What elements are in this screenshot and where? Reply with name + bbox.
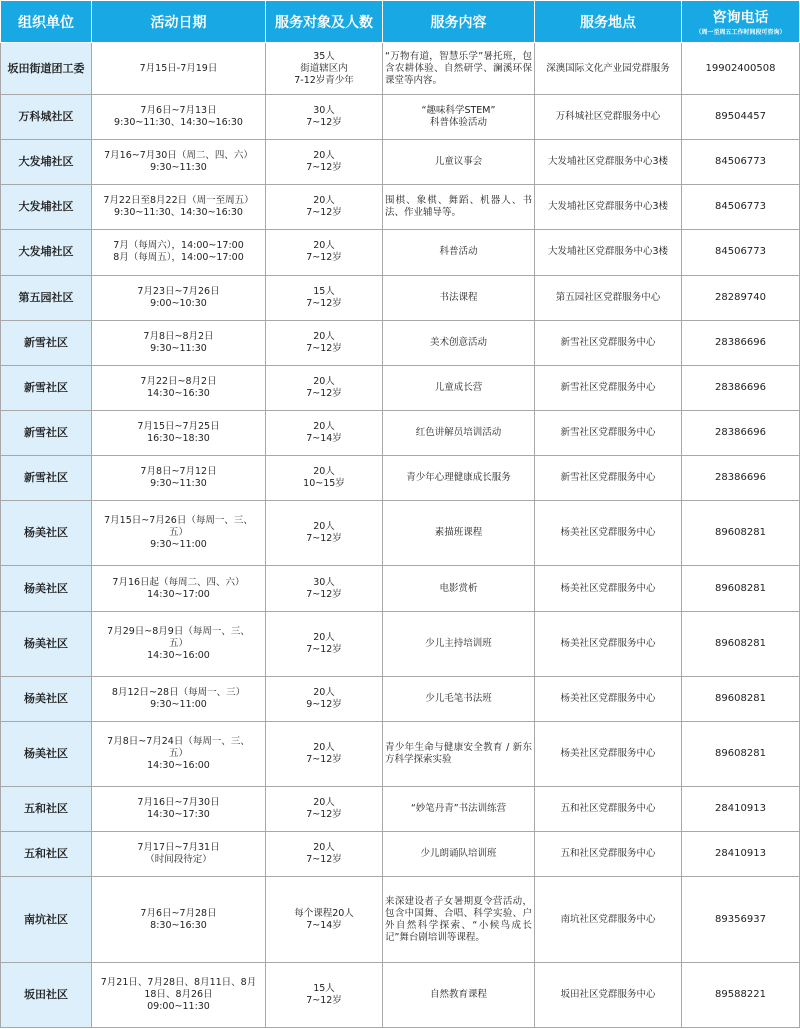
content-cell: “妙笔丹青”书法训练营 xyxy=(383,787,535,832)
phone-cell: 89356937 xyxy=(682,877,800,962)
phone-cell: 28410913 xyxy=(682,832,800,877)
target-cell: 20人 7~14岁 xyxy=(266,410,383,455)
table-row xyxy=(1,721,800,786)
phone-cell: 28386696 xyxy=(682,365,800,410)
date-cell: 7月15日~7月26日（每周一、三、 五） 9:30~11:00 xyxy=(92,501,266,566)
date-cell: 7月15日-7月19日 xyxy=(92,43,266,95)
org-cell: 新雪社区 xyxy=(1,410,92,455)
org-cell: 大发埔社区 xyxy=(1,140,92,185)
table-row xyxy=(1,962,800,1027)
org-cell: 杨美社区 xyxy=(1,721,92,786)
location-cell: 大发埔社区党群服务中心3楼 xyxy=(535,230,682,275)
org-cell: 五和社区 xyxy=(1,832,92,877)
target-cell: 20人 7~12岁 xyxy=(266,721,383,786)
phone-cell: 84506773 xyxy=(682,185,800,230)
date-cell: 7月8日~7月24日（每周一、三、 五） 14:30~16:00 xyxy=(92,721,266,786)
content-cell: 少儿朗诵队培训班 xyxy=(383,832,535,877)
target-cell: 30人 7~12岁 xyxy=(266,95,383,140)
table-header-row xyxy=(1,1,800,43)
content-cell: 科普活动 xyxy=(383,230,535,275)
target-cell: 15人 7~12岁 xyxy=(266,275,383,320)
target-cell: 20人 7~12岁 xyxy=(266,787,383,832)
table-body xyxy=(1,43,800,1028)
table-row xyxy=(1,787,800,832)
org-cell: 南坑社区 xyxy=(1,877,92,962)
target-cell: 20人 7~12岁 xyxy=(266,140,383,185)
phone-cell: 89608281 xyxy=(682,721,800,786)
org-cell: 新雪社区 xyxy=(1,320,92,365)
target-cell: 每个课程20人 7~14岁 xyxy=(266,877,383,962)
date-cell: 7月8日~8月2日 9:30~11:30 xyxy=(92,320,266,365)
target-cell: 20人 7~12岁 xyxy=(266,501,383,566)
table-row xyxy=(1,320,800,365)
org-cell: 杨美社区 xyxy=(1,566,92,611)
org-cell: 五和社区 xyxy=(1,787,92,832)
phone-cell: 89608281 xyxy=(682,501,800,566)
date-cell: 7月22日至8月22日（周一至周五） 9:30~11:30、14:30~16:30 xyxy=(92,185,266,230)
phone-cell: 89608281 xyxy=(682,566,800,611)
location-cell: 杨美社区党群服务中心 xyxy=(535,611,682,676)
location-cell: 坂田社区党群服务中心 xyxy=(535,962,682,1027)
table-row xyxy=(1,501,800,566)
content-cell: 青少年心理健康成长服务 xyxy=(383,456,535,501)
content-cell: 来深建设者子女暑期夏令营活动，包含中国舞、合唱、科学实验、户外自然科学探索、“小候鸟成长记”舞台剧培训等课程。 xyxy=(383,877,535,962)
target-cell: 20人 7~12岁 xyxy=(266,365,383,410)
org-cell: 坂田街道团工委 xyxy=(1,43,92,95)
org-cell: 大发埔社区 xyxy=(1,185,92,230)
table-row xyxy=(1,365,800,410)
date-cell: 7月22日~8月2日 14:30~16:30 xyxy=(92,365,266,410)
location-cell: 新雪社区党群服务中心 xyxy=(535,320,682,365)
content-cell: 青少年生命与健康安全教育 / 新东方科学探索实验 xyxy=(383,721,535,786)
table-row xyxy=(1,566,800,611)
location-cell: 新雪社区党群服务中心 xyxy=(535,410,682,455)
table-row xyxy=(1,95,800,140)
header-org: 组织单位 xyxy=(1,1,92,43)
location-cell: 杨美社区党群服务中心 xyxy=(535,721,682,786)
phone-cell: 28386696 xyxy=(682,456,800,501)
location-cell: 杨美社区党群服务中心 xyxy=(535,501,682,566)
content-cell: 少儿毛笔书法班 xyxy=(383,676,535,721)
phone-cell: 28386696 xyxy=(682,320,800,365)
phone-cell: 28410913 xyxy=(682,787,800,832)
phone-cell: 89588221 xyxy=(682,962,800,1027)
date-cell: 7月（每周六），14:00~17:00 8月（每周五），14:00~17:00 xyxy=(92,230,266,275)
date-cell: 7月29日~8月9日（每周一、三、 五） 14:30~16:00 xyxy=(92,611,266,676)
org-cell: 第五园社区 xyxy=(1,275,92,320)
phone-cell: 28386696 xyxy=(682,410,800,455)
header-date: 活动日期 xyxy=(92,1,266,43)
location-cell: 深澳国际文化产业园党群服务 xyxy=(535,43,682,95)
org-cell: 杨美社区 xyxy=(1,501,92,566)
table-row xyxy=(1,43,800,95)
date-cell: 8月12日~28日（每周一、三） 9:30~11:00 xyxy=(92,676,266,721)
org-cell: 坂田社区 xyxy=(1,962,92,1027)
date-cell: 7月6日~7月13日 9:30~11:30、14:30~16:30 xyxy=(92,95,266,140)
target-cell: 20人 10~15岁 xyxy=(266,456,383,501)
content-cell: “万物有道，智慧乐学”暑托班，包含农耕体验、自然研学、澜溪环保课堂等内容。 xyxy=(383,43,535,95)
location-cell: 五和社区党群服务中心 xyxy=(535,787,682,832)
content-cell: 少儿主持培训班 xyxy=(383,611,535,676)
content-cell: 书法课程 xyxy=(383,275,535,320)
content-cell: “趣味科学STEM” 科普体验活动 xyxy=(383,95,535,140)
location-cell: 新雪社区党群服务中心 xyxy=(535,365,682,410)
header-target: 服务对象及人数 xyxy=(266,1,383,43)
header-content: 服务内容 xyxy=(383,1,535,43)
org-cell: 新雪社区 xyxy=(1,365,92,410)
phone-cell: 89608281 xyxy=(682,611,800,676)
phone-cell: 28289740 xyxy=(682,275,800,320)
location-cell: 大发埔社区党群服务中心3楼 xyxy=(535,140,682,185)
location-cell: 五和社区党群服务中心 xyxy=(535,832,682,877)
content-cell: 儿童成长营 xyxy=(383,365,535,410)
phone-cell: 19902400508 xyxy=(682,43,800,95)
table-row xyxy=(1,611,800,676)
header-location: 服务地点 xyxy=(535,1,682,43)
location-cell: 杨美社区党群服务中心 xyxy=(535,566,682,611)
table-row xyxy=(1,456,800,501)
date-cell: 7月17日~7月31日 （时间段待定） xyxy=(92,832,266,877)
table-row xyxy=(1,185,800,230)
location-cell: 南坑社区党群服务中心 xyxy=(535,877,682,962)
header-phone xyxy=(682,1,800,43)
header-phone-label: 咨询电话 xyxy=(712,9,769,26)
phone-cell: 84506773 xyxy=(682,230,800,275)
date-cell: 7月15日~7月25日 16:30~18:30 xyxy=(92,410,266,455)
org-cell: 万科城社区 xyxy=(1,95,92,140)
target-cell: 35人 街道辖区内 7-12岁青少年 xyxy=(266,43,383,95)
target-cell: 20人 7~12岁 xyxy=(266,320,383,365)
target-cell: 20人 9~12岁 xyxy=(266,676,383,721)
target-cell: 20人 7~12岁 xyxy=(266,230,383,275)
target-cell: 15人 7~12岁 xyxy=(266,962,383,1027)
phone-cell: 89504457 xyxy=(682,95,800,140)
date-cell: 7月8日~7月12日 9:30~11:30 xyxy=(92,456,266,501)
content-cell: 电影赏析 xyxy=(383,566,535,611)
table-row xyxy=(1,877,800,962)
date-cell: 7月6日~7月28日 8:30~16:30 xyxy=(92,877,266,962)
content-cell: 儿童议事会 xyxy=(383,140,535,185)
location-cell: 第五园社区党群服务中心 xyxy=(535,275,682,320)
table-row xyxy=(1,140,800,185)
date-cell: 7月16~7月30日（周二、四、六） 9:30~11:30 xyxy=(92,140,266,185)
content-cell: 红色讲解员培训活动 xyxy=(383,410,535,455)
org-cell: 杨美社区 xyxy=(1,611,92,676)
phone-cell: 84506773 xyxy=(682,140,800,185)
location-cell: 新雪社区党群服务中心 xyxy=(535,456,682,501)
phone-cell: 89608281 xyxy=(682,676,800,721)
target-cell: 20人 7~12岁 xyxy=(266,185,383,230)
table-row xyxy=(1,832,800,877)
table-row xyxy=(1,676,800,721)
content-cell: 围棋、象棋、舞蹈、机器人、书法、作业辅导等。 xyxy=(383,185,535,230)
date-cell: 7月23日~7月26日 9:00~10:30 xyxy=(92,275,266,320)
org-cell: 杨美社区 xyxy=(1,676,92,721)
table-row xyxy=(1,410,800,455)
date-cell: 7月16日起（每周二、四、六） 14:30~17:00 xyxy=(92,566,266,611)
content-cell: 美术创意活动 xyxy=(383,320,535,365)
content-cell: 自然教育课程 xyxy=(383,962,535,1027)
header-phone-note: （周一至周五工作时间段可咨询） xyxy=(695,28,786,36)
location-cell: 杨美社区党群服务中心 xyxy=(535,676,682,721)
org-cell: 新雪社区 xyxy=(1,456,92,501)
table-row xyxy=(1,230,800,275)
date-cell: 7月21日、7月28日、8月11日、8月 18日、8月26日 09:00~11:30 xyxy=(92,962,266,1027)
target-cell: 20人 7~12岁 xyxy=(266,832,383,877)
target-cell: 20人 7~12岁 xyxy=(266,611,383,676)
location-cell: 万科城社区党群服务中心 xyxy=(535,95,682,140)
org-cell: 大发埔社区 xyxy=(1,230,92,275)
table-row xyxy=(1,275,800,320)
target-cell: 30人 7~12岁 xyxy=(266,566,383,611)
content-cell: 素描班课程 xyxy=(383,501,535,566)
location-cell: 大发埔社区党群服务中心3楼 xyxy=(535,185,682,230)
date-cell: 7月16日~7月30日 14:30~17:30 xyxy=(92,787,266,832)
